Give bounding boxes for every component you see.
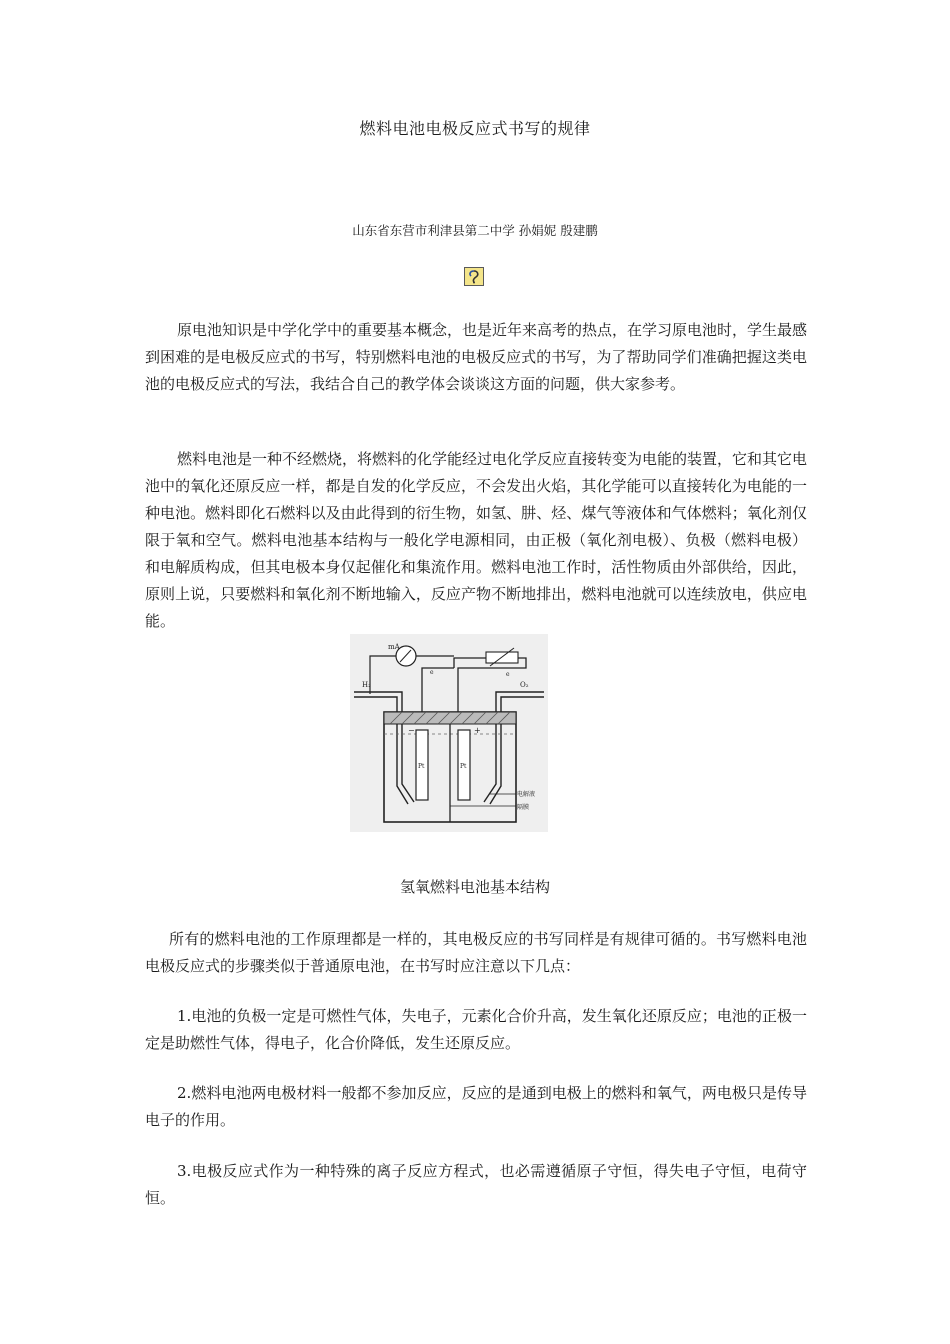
hydrogen-label: H₂ — [362, 681, 371, 689]
membrane-label: 隔膜 — [517, 804, 530, 811]
embedded-object-icon[interactable] — [464, 267, 484, 286]
author-byline: 山东省东营市利津县第二中学 孙娟妮 殷建鹏 — [352, 223, 598, 238]
oxygen-label: O₂ — [520, 681, 529, 689]
negative-sign: − — [408, 726, 415, 735]
figure-caption: 氢氧燃料电池基本结构 — [399, 878, 550, 896]
anode-label: Pt — [418, 763, 425, 770]
paragraph-point-2: 2.燃料电池两电极材料一般都不参加反应，反应的是通到电极上的燃料和氧气，两电极只是传导电子的作用。 — [145, 1084, 807, 1129]
paragraph-principle: 所有的燃料电池的工作原理都是一样的，其电极反应的书写同样是有规律可循的。书写燃料电池电极反应式的步骤类似于普通原电池，在书写时应注意以下几点： — [145, 930, 807, 975]
electron-label-right: e — [506, 671, 510, 678]
paragraph-point-3: 3.电极反应式作为一种特殊的离子反应方程式，也必需遵循原子守恒，得失电子守恒，电荷守恒。 — [145, 1162, 807, 1207]
meter-label: mA — [388, 643, 400, 651]
paragraph-point-1: 1.电池的负极一定是可燃性气体，失电子，元素化合价升高，发生氧化还原反应；电池的正极一定是助燃性气体，得电子，化合价降低，发生还原反应。 — [145, 1007, 807, 1052]
electron-label-left: e — [430, 669, 434, 676]
positive-sign: + — [474, 726, 481, 735]
cathode-label: Pt — [460, 763, 467, 770]
paragraph-intro: 原电池知识是中学化学中的重要基本概念，也是近年来高考的热点，在学习原电池时，学生最感到困难的是电极反应式的书写，特别燃料电池的电极反应式的书写，为了帮助同学们准确把握这类电池的电极反应式的写法，我结合自己的教学体会谈谈这方面的问题，供大家参考。 — [145, 321, 808, 393]
electrolyte-label: 电解液 — [517, 791, 536, 798]
object-glyph-icon — [465, 268, 483, 285]
document-title: 燃料电池电极反应式书写的规律 — [359, 119, 591, 138]
diagram-background — [350, 634, 548, 832]
paragraph-definition: 燃料电池是一种不经燃烧，将燃料的化学能经过电化学反应直接转变为电能的装置，它和其它电池中的氧化还原反应一样，都是自发的化学反应，不会发出火焰，其化学能可以直接转化为电能的一种电池。燃料即化石燃料以及由此得到的衍生物，如氢、肼、烃、煤气等液体和气体燃料；氧化剂仅限于氧和空气。燃料电池基本结构与一般化学电源相同，由正极（氧化剂电极）、负极（燃料电极）和电解质构成，但其电极本身仅起催化和集流作用。燃料电池工作时，活性物质由外部供给，因此，原则上说，只要燃料和氧化剂不断地输入，反应产物不断地排出，燃料电池就可以连续放电，供应电能。 — [145, 450, 808, 630]
fuel-cell-diagram — [350, 634, 548, 832]
